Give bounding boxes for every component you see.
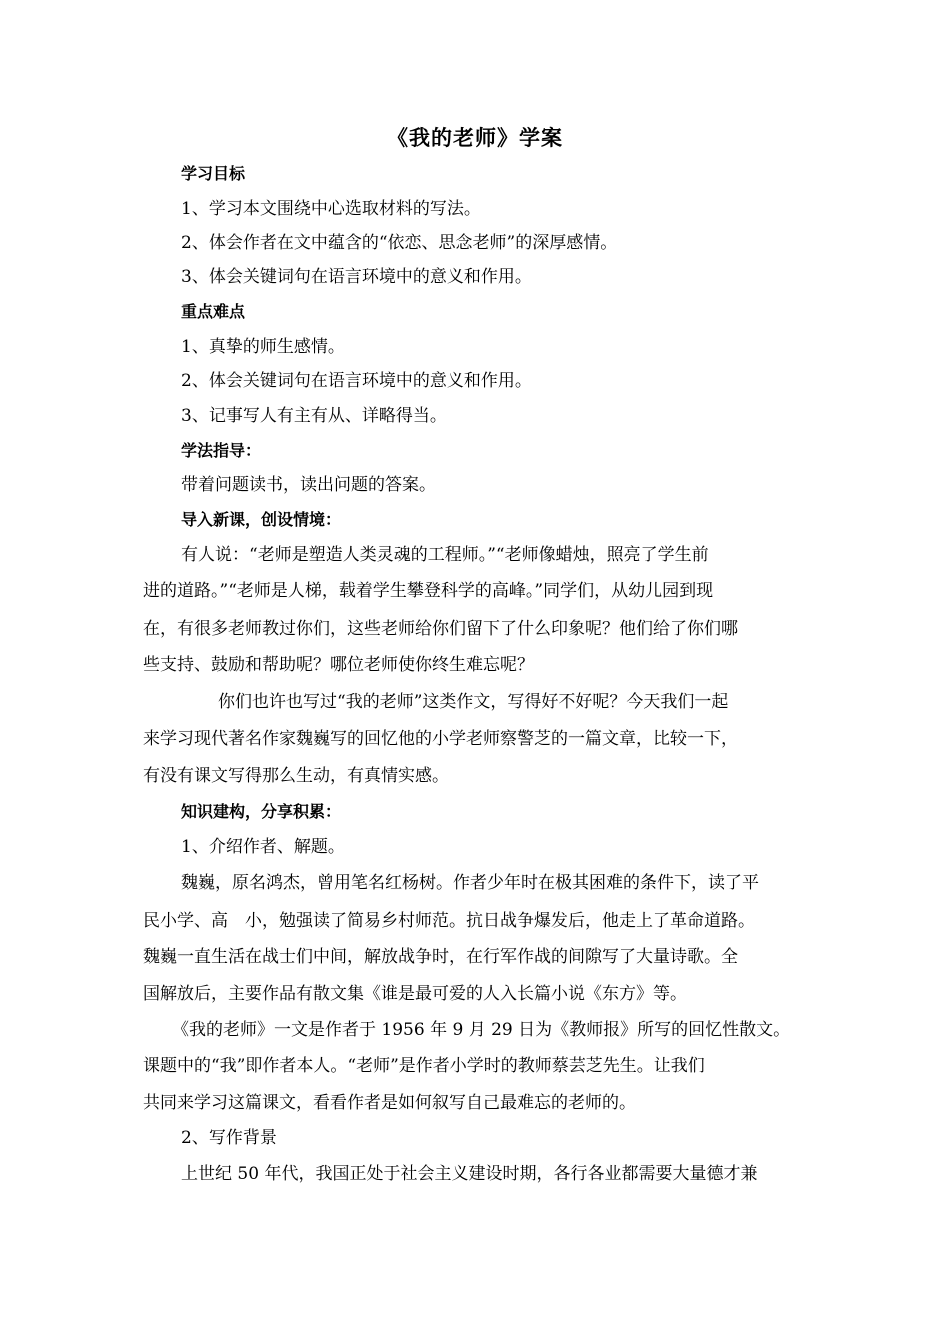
paragraph-line: 上世纪 50 年代，我国正处于社会主义建设时期，各行各业都需要大量德才兼: [181, 1164, 758, 1184]
key-item: 3、记事写人有主有从、详略得当。: [181, 406, 447, 426]
subsection-heading: 1、介绍作者、解题。: [181, 837, 345, 857]
method-heading: 学法指导：: [181, 441, 262, 460]
key-item: 2、体会关键词句在语言环境中的意义和作用。: [181, 371, 532, 391]
method-text: 带着问题读书，读出问题的答案。: [181, 475, 436, 495]
goals-heading: 学习目标: [181, 164, 246, 183]
paragraph-line: 进的道路。”“老师是人梯，载着学生攀登科学的高峰。”同学们，从幼儿园到现: [143, 581, 714, 601]
paragraph-line: 你们也许也写过“我的老师”这类作文，写得好不好呢？今天我们一起: [218, 692, 729, 712]
paragraph-line: 在，有很多老师教过你们，这些老师给你们留下了什么印象呢？他们给了你们哪: [143, 619, 738, 639]
paragraph-line: 课题中的“我”即作者本人。“老师”是作者小学时的教师蔡芸芝先生。让我们: [143, 1056, 705, 1076]
goal-item: 3、体会关键词句在语言环境中的意义和作用。: [181, 267, 532, 287]
subsection-heading: 2、写作背景: [181, 1128, 277, 1148]
intro-heading: 导入新课，创设情境：: [181, 510, 342, 529]
paragraph-line: 些支持、鼓励和帮助呢？哪位老师使你终生难忘呢？: [143, 655, 534, 675]
key-heading: 重点难点: [181, 302, 246, 321]
goal-item: 2、体会作者在文中蕴含的“依恋、思念老师”的深厚感情。: [181, 233, 618, 253]
paragraph-line: 国解放后，主要作品有散文集《谁是最可爱的人入长篇小说《东方》等。: [143, 984, 687, 1004]
page-title: 《我的老师》学案: [387, 126, 563, 150]
paragraph-line: 共同来学习这篇课文，看看作者是如何叙写自己最难忘的老师的。: [143, 1093, 636, 1113]
paragraph-line: 有没有课文写得那么生动，有真情实感。: [143, 766, 449, 786]
paragraph-line: 魏巍一直生活在战士们中间，解放战争时，在行军作战的间隙写了大量诗歌。全: [143, 947, 738, 967]
goal-item: 1、学习本文围绕中心选取材料的写法。: [181, 199, 481, 219]
key-item: 1、真挚的师生感情。: [181, 337, 345, 357]
paragraph-line: 魏巍，原名鸿杰，曾用笔名红杨树。作者少年时在极其困难的条件下，读了平: [181, 873, 759, 893]
paragraph-line: 《我的老师》一文是作者于 1956 年 9 月 29 日为《教师报》所写的回忆性散文。: [172, 1020, 791, 1040]
knowledge-heading: 知识建构，分享积累：: [181, 802, 342, 821]
paragraph-line: 有人说：“老师是塑造人类灵魂的工程师。”“老师像蜡烛，照亮了学生前: [181, 545, 709, 565]
paragraph-line: 民小学、高 小，勉强读了简易乡村师范。抗日战争爆发后，他走上了革命道路。: [143, 911, 755, 931]
paragraph-line: 来学习现代著名作家魏巍写的回忆他的小学老师察警芝的一篇文章，比较一下，: [143, 729, 738, 749]
